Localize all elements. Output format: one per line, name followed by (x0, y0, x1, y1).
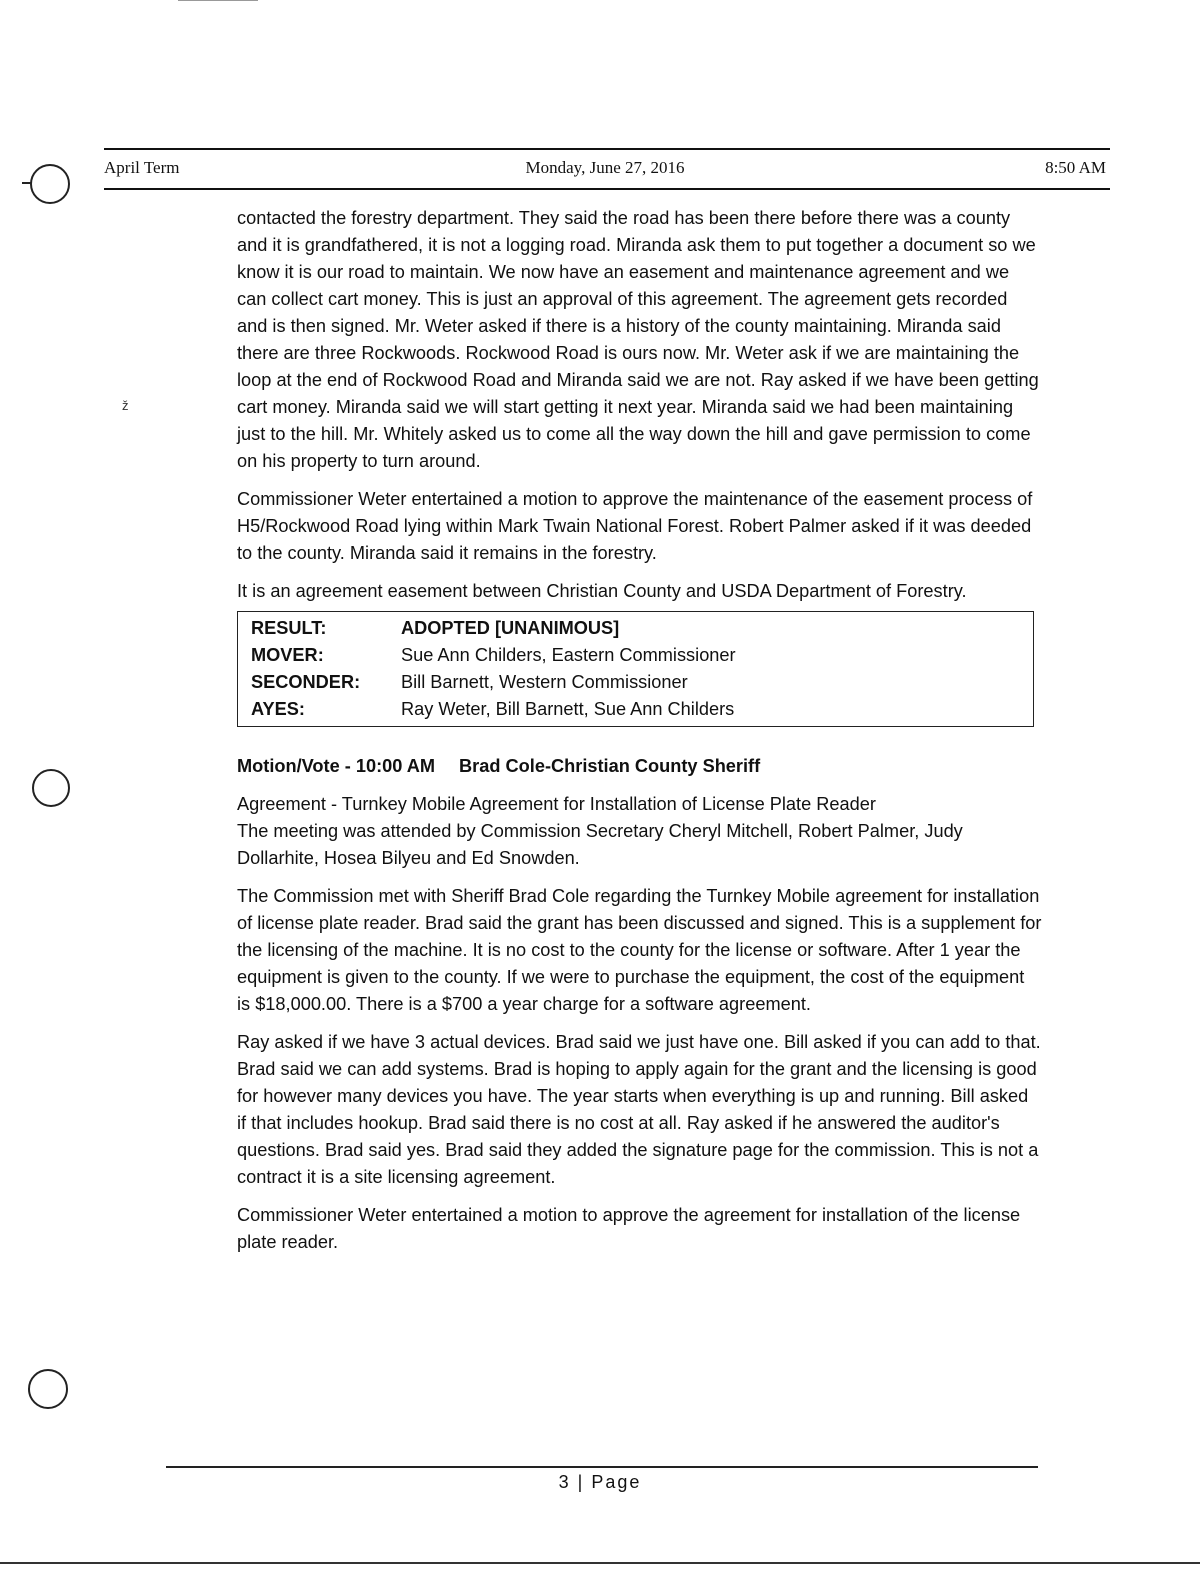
seconder-label: SECONDER: (251, 672, 361, 692)
motion-heading-time: Motion/Vote - 10:00 AM (237, 756, 436, 776)
header-rule-bottom (104, 188, 1110, 190)
scan-bottom-edge (0, 1562, 1200, 1564)
binder-hole-mark (22, 182, 32, 184)
page-header (104, 156, 1106, 184)
body-paragraph: It is an agreement easement between Christian County and USDA Department of Forestry. (237, 581, 967, 601)
header-term: April Term (104, 158, 180, 177)
motion-heading-subject: Brad Cole-Christian County Sheriff (459, 756, 761, 776)
header-time: 8:50 AM (1045, 158, 1106, 177)
page-number: 3 | Page (558, 1472, 642, 1492)
header-date: Monday, June 27, 2016 (525, 158, 685, 177)
body-paragraph: Commissioner Weter entertained a motion to approve the maintenance of the easement process of H5/Rockwood Road lying within Mark Twain National Forest. Robert Palmer asked if it was deeded to the county. Miranda said it remains in the forestry. (237, 489, 1033, 563)
body-paragraph: contacted the forestry department. They said the road has been there before there was a county and it is grandfathered, it is not a logging road. Miranda ask them to put together a document so we know it is our road to maintain. We now have an easement and maintenance agreement and we can collect cart money. This is just an approval of this agreement. The agreement gets recorded and is then signed. Mr. Weter asked if there is a history of the county maintaining. Miranda said there are three Rockwoods. Rockwood Road is ours now. Mr. Weter ask if we are maintaining the loop at the end of Rockwood Road and Miranda said we are not. Ray asked if we have been getting cart money. Miranda said we will start getting it next year. Miranda said we had been maintaining just to the hill. Mr. Whitely asked us to come all the way down the hill and gave permission to come on his property to turn around. (237, 208, 1039, 471)
agreement-line: Agreement - Turnkey Mobile Agreement for Installation of License Plate Reader (237, 794, 876, 814)
result-row (238, 615, 1033, 642)
seconder-value: Bill Barnett, Western Commissioner (401, 672, 688, 692)
ayes-value: Ray Weter, Bill Barnett, Sue Ann Childers (401, 699, 735, 719)
seconder-row (238, 669, 1033, 696)
stray-mark: ž (122, 398, 129, 413)
header-rule-top (104, 148, 1110, 150)
body-paragraph: The Commission met with Sheriff Brad Cole regarding the Turnkey Mobile agreement for installation of license plate reader. Brad said the grant has been discussed and signed. This is a supplement for the licensing of the machine. It is no cost to the county for the license or software. After 1 year the equipment is given to the county. If we were to purchase the equipment, the cost of the equipment is $18,000.00. There is a $700 a year charge for a software agreement. (237, 886, 1042, 1014)
mover-value: Sue Ann Childers, Eastern Commissioner (401, 645, 736, 665)
body-paragraph: Commissioner Weter entertained a motion to approve the agreement for installation of the license plate reader. (237, 1205, 1021, 1252)
ayes-label: AYES: (251, 699, 305, 719)
vote-result-table (237, 611, 1034, 727)
binder-hole-icon (30, 164, 70, 204)
binder-hole-icon (28, 1369, 68, 1409)
mover-row (238, 642, 1033, 669)
result-label: RESULT: (251, 618, 327, 638)
motion-heading (237, 753, 1042, 780)
binder-hole-icon (32, 769, 70, 807)
scan-top-edge (178, 0, 258, 1)
ayes-row (238, 696, 1033, 723)
result-value: ADOPTED [UNANIMOUS] (401, 618, 620, 638)
mover-label: MOVER: (251, 645, 324, 665)
footer-rule (166, 1466, 1038, 1468)
attendance-paragraph: The meeting was attended by Commission Secretary Cheryl Mitchell, Robert Palmer, Judy Dollarhite, Hosea Bilyeu and Ed Snowden. (237, 821, 963, 868)
minutes-body (237, 205, 1042, 1267)
body-paragraph: Ray asked if we have 3 actual devices. Brad said we just have one. Bill asked if you can add to that. Brad said we can add systems. Brad is hoping to apply again for the grant and the licensing is good for however many devices you have. The year starts when everything is up and running. Bill asked if that includes hookup. Brad said there is no cost at all. Ray asked if he answered the auditor's questions. Brad said yes. Brad said they added the signature page for the commission. This is not a contract it is a site licensing agreement. (237, 1032, 1041, 1187)
